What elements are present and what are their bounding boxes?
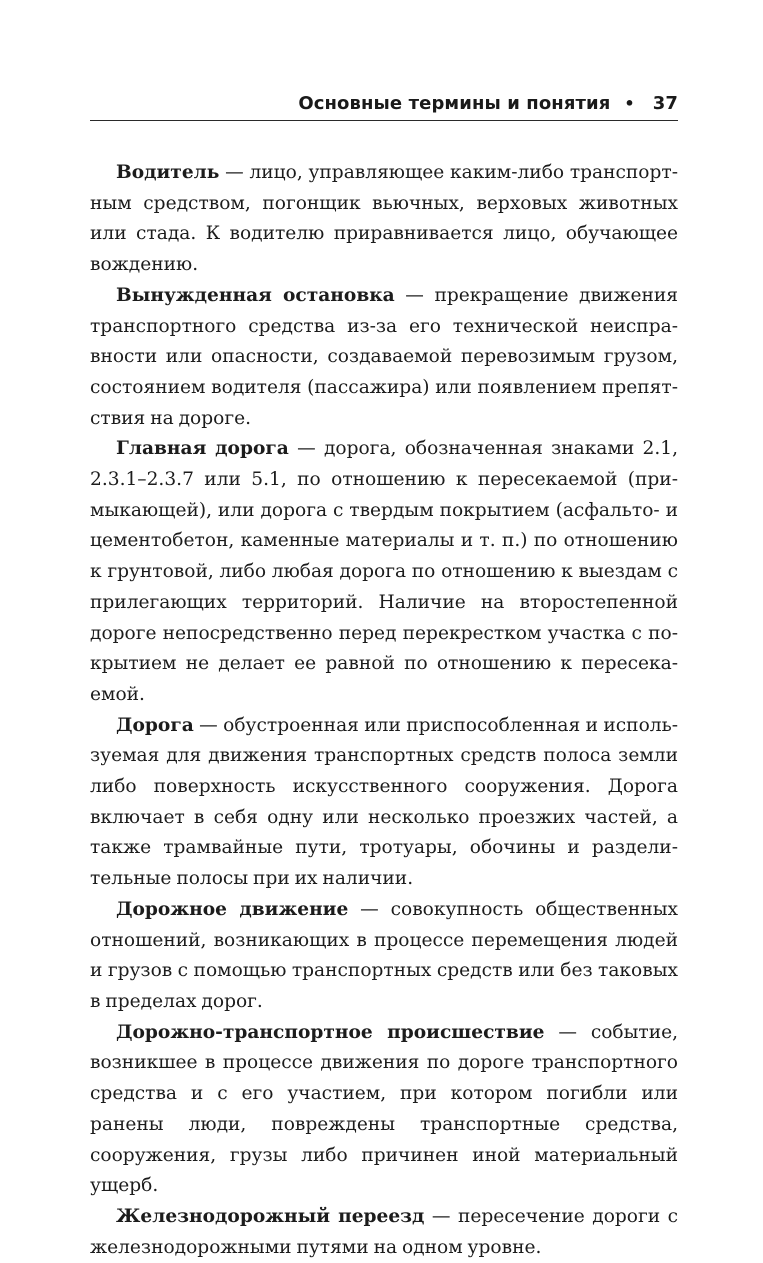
glossary-entry-forced-stop [90,281,678,435]
entry-term: Дорожное движение [116,898,349,920]
glossary-entry-road [90,711,678,895]
entry-definition: — совокупность общественных отношений, возникающих в процессе перемещения людей и грузов с помощью транспортных средств или без таковых в пределах дорог. [90,898,678,1012]
page-number: 37 [652,92,678,114]
glossary-entry-main-road [90,434,678,710]
glossary-entry-road-traffic [90,895,678,1018]
glossary-entry-railway-crossing [90,1202,678,1263]
entry-definition: — обустроенная или приспособленная и используемая для движения транспортных средств полоса земли либо поверхность искусственного сооружения. Дорога включает в себя одну или несколько проезжих частей, а также трамвайные пути, тротуары, обочины и разделительные полосы при их наличии. [90,714,678,890]
entry-definition: — событие, возникшее в процессе движения по дороге транспортного средства и с его участием, при котором погибли или ранены люди, повреждены транспортные средства, сооружения, грузы либо причинен иной материальный ущерб. [90,1021,679,1197]
header-rule [90,120,678,121]
entry-term: Водитель [116,162,220,183]
entry-term: Вынужденная остановка [116,284,395,306]
entry-definition: — пересечение дороги с железнодорожными путями на одном уровне. [90,1205,678,1258]
entry-definition: — прекращение движения транспортного средства из-за его технической неисправности или опасности, создаваемой перевозимым грузом, состоянием водителя (пассажира) или появлением препятствия на дороге. [90,284,678,429]
entry-definition: — лицо, управляющее каким-либо транспортным средством, погонщик вьючных, верховых животных или стада. К водителю приравнивается лицо, обучающее вождению. [90,162,678,276]
running-head [90,88,678,118]
glossary-entry-driver [90,158,678,281]
entry-term: Дорожно-транспортное происшествие [116,1021,545,1043]
entry-term: Железнодорожный переезд [116,1205,425,1227]
glossary-entry-traffic-accident [90,1018,678,1202]
glossary-body [90,158,678,1263]
entry-term: Дорога [116,714,194,736]
header-separator: • [624,93,635,113]
section-title: Основные термины и понятия [298,92,611,114]
entry-definition: — дорога, обозначенная знаками 2.1, 2.3.1–2.3.7 или 5.1, по отношению к пересекаемой (примыкающей), или дорога с твердым покрытием (асфальто- и цементобетон, каменные материалы и т. п.) по отношению к грунтовой, либо любая дорога по отношению к выездам с прилегающих территорий. Наличие на второстепенной дороге непосредственно перед перекрестком участка с покрытием не делает ее равной по отношению к пересекаемой. [90,438,679,705]
entry-term: Главная дорога [116,438,289,460]
